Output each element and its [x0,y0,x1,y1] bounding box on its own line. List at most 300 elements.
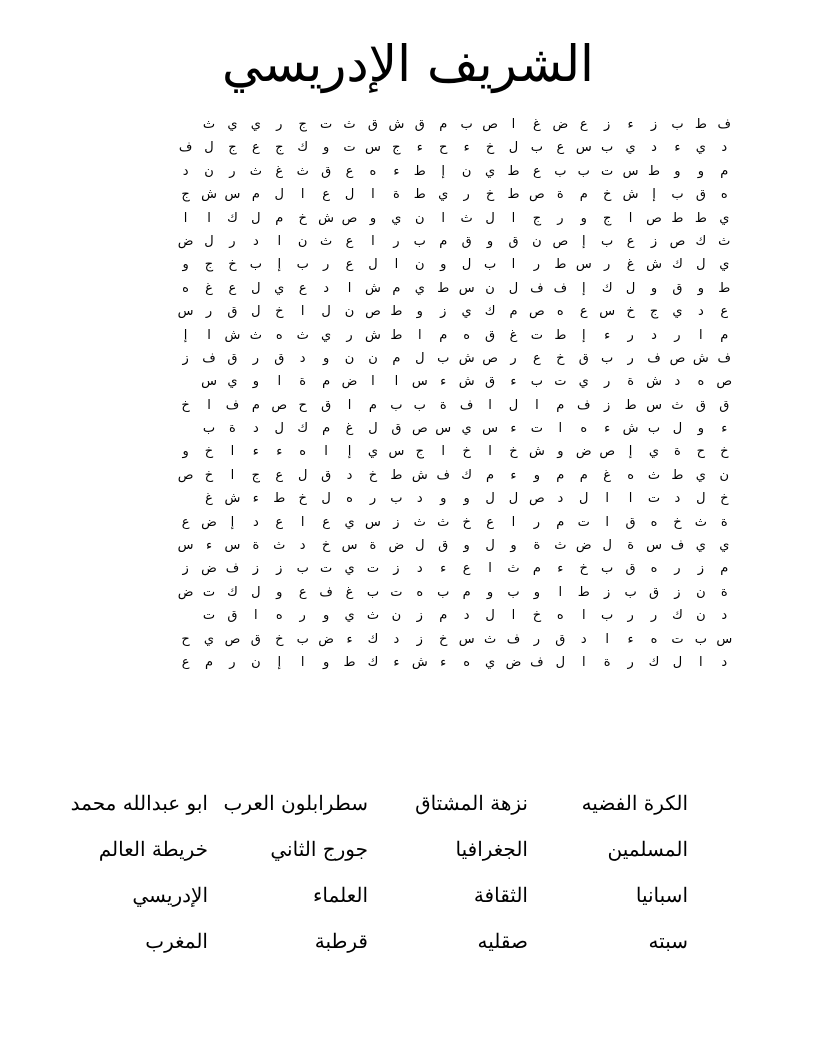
grid-letter: ف [717,117,732,132]
word-list-item: الإدريسي [132,883,208,907]
grid-letter: ا [277,374,282,390]
grid-letter: ك [367,654,379,670]
grid-letter: د [299,538,306,554]
grid-letter: ق [695,187,706,203]
grid-letter: ب [202,421,216,437]
grid-letter: و [674,163,681,179]
grid-letter: ق [391,421,402,437]
grid-letter: د [463,608,470,624]
grid-letter: خ [579,561,588,577]
grid-letter: ة [533,538,541,554]
grid-letter: ل [555,654,566,670]
grid-letter: س [716,631,733,647]
grid-letter: غ [603,467,612,483]
grid-letter: ز [276,561,283,577]
grid-letter: ص [341,210,358,226]
grid-letter: ا [581,654,586,670]
grid-row [80,136,736,159]
grid-letter: ر [674,327,681,343]
grid-letter: ي [344,514,355,530]
grid-letter: ث [413,514,426,530]
grid-letter: د [323,280,330,296]
grid-letter: س [458,280,475,296]
grid-letter: ا [628,210,633,226]
grid-letter: ن [415,210,425,226]
grid-letter: ش [224,327,241,343]
grid-letter: خ [626,304,635,320]
grid-row [80,370,736,393]
grid-letter: و [697,163,704,179]
grid-letter: ل [625,280,636,296]
grid-letter: ي [367,444,379,460]
grid-letter: ء [627,631,634,647]
grid-letter: ي [250,117,261,132]
grid-letter: إ [581,233,586,249]
grid-letter: ب [577,163,590,179]
grid-letter: ط [507,187,520,203]
grid-letter: ع [181,514,190,530]
word-list-item: نزهة المشتاق [415,791,528,815]
grid-row [80,253,736,276]
grid-letter: ا [300,514,305,530]
grid-letter: ص [646,210,662,226]
grid-letter: ب [530,374,544,390]
grid-letter: ت [390,584,403,600]
grid-letter: ش [692,350,709,366]
grid-letter: ع [322,187,330,203]
grid-letter: ي [438,187,449,203]
grid-letter: س [365,140,381,156]
grid-letter: ا [300,304,305,320]
grid-letter: ه [556,304,564,320]
grid-letter: ض [575,538,592,554]
grid-letter: ة [392,187,400,203]
grid-letter: خ [368,467,378,483]
word-list-item: المسلمين [607,837,688,861]
grid-letter: خ [509,444,518,460]
grid-letter: د [416,491,423,507]
grid-letter: ص [365,304,381,320]
grid-letter: ل [485,538,495,554]
grid-letter: م [486,467,495,483]
grid-letter: ض [552,117,569,132]
grid-letter: و [440,257,447,273]
grid-letter: ع [720,304,729,320]
grid-letter: ق [719,397,730,413]
grid-letter: م [720,163,729,179]
grid-letter: ر [229,654,236,670]
grid-letter: ي [203,631,215,647]
grid-letter: و [510,538,517,554]
grid-letter: ض [201,561,217,577]
grid-letter: ط [554,257,567,273]
grid-letter: ق [555,631,566,647]
grid-letter: ة [720,584,728,600]
grid-letter: خ [602,187,612,203]
grid-letter: د [252,514,259,530]
grid-letter: ا [371,374,375,390]
grid-letter: ي [461,421,472,437]
grid-letter: ا [605,514,609,530]
grid-letter: ض [341,374,358,390]
grid-letter: ن [251,654,261,670]
grid-letter: ت [319,561,333,577]
grid-letter: ض [201,514,217,530]
grid-letter: ه [416,584,424,600]
grid-letter: ن [344,304,355,320]
grid-letter: ه [580,421,588,437]
grid-letter: ر [557,210,564,226]
grid-letter: ا [511,210,516,226]
grid-letter: ب [601,350,614,366]
grid-letter: ف [319,584,333,600]
grid-letter: ة [627,538,634,554]
grid-letter: ع [579,117,588,132]
grid-row [80,440,736,463]
grid-letter: ش [365,327,381,343]
grid-letter: م [322,374,331,390]
grid-letter: ق [508,233,519,249]
word-list-item: قرطبة [314,929,368,953]
grid-letter: ش [622,421,639,437]
grid-letter: و [580,210,587,226]
grid-letter: ء [510,374,517,390]
grid-letter: د [182,163,189,179]
grid-letter: ر [369,491,377,507]
grid-letter: ت [530,327,544,343]
grid-letter: ء [252,491,259,507]
grid-letter: ب [390,491,403,507]
grid-letter: ه [182,280,189,296]
grid-letter: م [392,350,401,366]
grid-letter: ج [298,117,307,132]
word-list [48,780,688,964]
grid-letter: ش [388,117,405,132]
grid-letter: ر [533,631,541,647]
grid-letter: ا [300,654,305,670]
grid-letter: ط [273,491,286,507]
grid-letter: ل [602,538,612,554]
grid-letter: ب [437,350,450,366]
grid-letter: ل [321,491,331,507]
grid-letter: ب [460,117,473,132]
grid-letter: ه [369,163,377,179]
grid-letter: ش [528,444,545,460]
grid-letter: ر [533,514,541,530]
grid-letter: د [299,350,306,366]
grid-letter: ل [579,491,589,507]
grid-letter: ي [227,117,238,132]
letter-grid [80,113,736,674]
grid-letter: ا [628,491,633,507]
grid-letter: س [646,538,662,554]
grid-letter: ز [393,561,400,577]
grid-letter: س [575,257,592,273]
grid-letter: ل [508,280,519,296]
grid-letter: ك [297,421,309,437]
grid-letter: ب [601,233,614,249]
grid-letter: ز [697,561,704,577]
grid-letter: ا [511,117,516,132]
grid-letter: ب [249,257,262,273]
grid-letter: ث [273,538,286,554]
grid-letter: ب [413,233,426,249]
grid-letter: ف [178,140,193,156]
grid-letter: ر [604,257,611,273]
grid-letter: س [575,140,592,156]
grid-letter: غ [345,421,354,437]
grid-letter: ا [347,397,352,413]
grid-letter: ث [483,631,497,647]
grid-row [80,347,736,370]
grid-letter: ب [647,421,661,437]
grid-letter: ق [438,538,449,554]
word-list-item: الكرة الفضيه [581,791,688,815]
grid-letter: خ [321,538,331,554]
grid-letter: إ [277,654,282,670]
grid-letter: ه [299,444,307,460]
grid-letter: ب [530,140,544,156]
grid-letter: ف [670,538,685,554]
grid-letter: خ [462,514,471,530]
grid-letter: ط [648,163,661,179]
grid-letter: ث [507,561,520,577]
grid-letter: م [439,117,448,132]
grid-letter: إ [628,444,633,460]
grid-row [80,417,736,440]
grid-letter: ق [625,514,636,530]
grid-letter: ا [535,397,539,413]
grid-letter: ت [601,163,614,179]
grid-letter: س [177,538,194,554]
grid-letter: ح [439,140,448,156]
grid-letter: ض [575,444,592,460]
grid-letter: ج [415,444,424,460]
grid-letter: ع [298,280,307,296]
grid-letter: و [650,280,658,296]
grid-letter: ي [672,304,683,320]
grid-letter: ا [699,654,703,670]
word-list-item: ابو عبدالله محمد [70,791,208,815]
grid-letter: و [697,421,704,437]
grid-letter: ط [413,187,426,203]
grid-letter: خ [673,514,682,530]
grid-letter: ه [275,608,283,624]
grid-letter: ط [718,280,731,296]
grid-letter: ا [207,327,211,343]
grid-letter: ج [649,304,659,320]
grid-letter: ط [671,210,684,226]
grid-letter: ل [415,350,425,366]
grid-letter: ز [416,608,423,624]
grid-letter: ن [696,608,706,624]
grid-letter: ف [577,397,591,413]
grid-letter: ف [717,350,732,366]
grid-letter: ه [463,327,471,343]
grid-letter: ك [227,584,238,600]
grid-letter: ة [720,514,728,530]
grid-letter: م [368,397,377,413]
grid-letter: ز [393,514,400,530]
grid-letter: ص [669,350,686,366]
grid-letter: ن [297,233,308,249]
grid-letter: و [322,654,330,670]
grid-letter: ز [440,304,447,320]
grid-letter: ع [626,233,635,249]
grid-letter: ا [371,233,375,249]
grid-letter: ي [695,467,706,483]
grid-letter: ك [648,654,660,670]
grid-letter: ر [650,608,658,624]
grid-letter: ق [461,233,472,249]
grid-letter: ي [344,608,355,624]
grid-letter: ث [296,163,309,179]
grid-letter: ص [552,233,569,249]
grid-letter: ل [204,233,214,249]
grid-letter: و [322,140,330,156]
grid-letter: ث [296,327,309,343]
grid-letter: س [224,187,241,203]
grid-letter: ء [440,561,447,577]
grid-letter: ء [346,631,353,647]
word-list-item: صقليه [477,929,528,953]
grid-letter: ة [627,374,634,390]
grid-letter: ق [227,608,238,624]
grid-letter: ح [181,631,190,647]
grid-letter: ل [461,257,472,273]
grid-letter: ق [274,350,285,366]
grid-letter: ث [671,397,684,413]
grid-letter: ب [390,397,403,413]
grid-letter: ش [458,350,475,366]
grid-letter: ا [394,257,399,273]
grid-row [80,160,736,183]
grid-letter: ع [228,280,237,296]
grid-letter: خ [298,210,307,226]
grid-letter: ص [529,187,545,203]
grid-letter: ث [249,327,262,343]
grid-letter: س [224,538,241,554]
grid-letter: ك [461,467,472,483]
grid-letter: ص [529,304,545,320]
grid-letter: و [369,210,377,226]
grid-letter: ر [463,187,470,203]
word-list-item: المغرب [145,929,208,953]
grid-letter: ص [482,117,498,132]
grid-letter: ع [298,584,307,600]
grid-letter: ة [252,538,260,554]
grid-letter: ض [318,631,334,647]
grid-letter: ل [251,584,261,600]
grid-letter: ر [627,327,634,343]
grid-letter: ر [299,608,306,624]
grid-letter: إ [581,327,586,343]
grid-letter: ء [674,140,681,156]
grid-letter: ي [648,444,660,460]
grid-letter: ت [202,584,216,600]
grid-letter: م [251,187,260,203]
grid-letter: ل [485,210,495,226]
grid-letter: ت [554,374,567,390]
grid-letter: و [252,374,259,390]
grid-letter: س [201,374,217,390]
grid-letter: ث [694,514,707,530]
grid-letter: ه [275,327,283,343]
grid-letter: ر [322,257,330,273]
grid-letter: ء [252,444,259,460]
grid-row [80,183,736,206]
grid-letter: ه [650,514,658,530]
grid-letter: ث [554,538,567,554]
grid-letter: غ [275,163,284,179]
grid-letter: ء [463,140,470,156]
grid-letter: ح [298,397,307,413]
grid-letter: ع [345,257,354,273]
grid-letter: ز [604,584,611,600]
grid-letter: ق [227,350,238,366]
grid-letter: م [720,327,729,343]
grid-letter: ل [251,210,261,226]
grid-letter: و [533,584,541,600]
grid-letter: خ [439,631,448,647]
grid-letter: إ [347,444,352,460]
grid-letter: ت [319,117,333,132]
grid-letter: د [580,631,587,647]
grid-letter: ر [229,163,236,179]
grid-letter: م [556,397,565,413]
word-list-item: العلماء [313,883,368,907]
grid-letter: ف [202,350,216,366]
grid-letter: ب [483,257,497,273]
grid-row [80,300,736,323]
grid-letter: د [721,140,728,156]
grid-letter: و [182,257,189,273]
grid-letter: ي [578,374,589,390]
grid-letter: ن [368,350,378,366]
grid-letter: ه [346,491,353,507]
grid-letter: ا [230,444,235,460]
grid-letter: ء [604,421,611,437]
grid-letter: ة [439,397,447,413]
grid-letter: ش [318,210,335,226]
grid-letter: د [674,374,681,390]
grid-letter: ت [343,140,356,156]
grid-letter: ر [276,117,283,132]
grid-letter: ث [319,233,333,249]
grid-letter: م [579,187,588,203]
grid-letter: ه [463,654,471,670]
grid-letter: إ [277,257,282,273]
grid-letter: ش [201,187,217,203]
grid-letter: ن [391,608,402,624]
grid-letter: ي [719,538,730,554]
grid-letter: ط [413,163,426,179]
grid-letter: ز [604,397,611,413]
grid-letter: ش [622,187,639,203]
grid-row [80,487,736,510]
grid-letter: خ [275,631,284,647]
grid-letter: ل [274,187,284,203]
grid-letter: د [651,327,657,343]
grid-letter: ك [672,257,683,273]
grid-letter: ل [508,491,519,507]
grid-letter: ل [321,304,331,320]
grid-letter: ج [181,187,190,203]
word-list-item: سطرابلون العرب [223,791,368,815]
grid-letter: ل [485,608,495,624]
grid-letter: ز [416,631,423,647]
grid-letter: ا [699,327,703,343]
